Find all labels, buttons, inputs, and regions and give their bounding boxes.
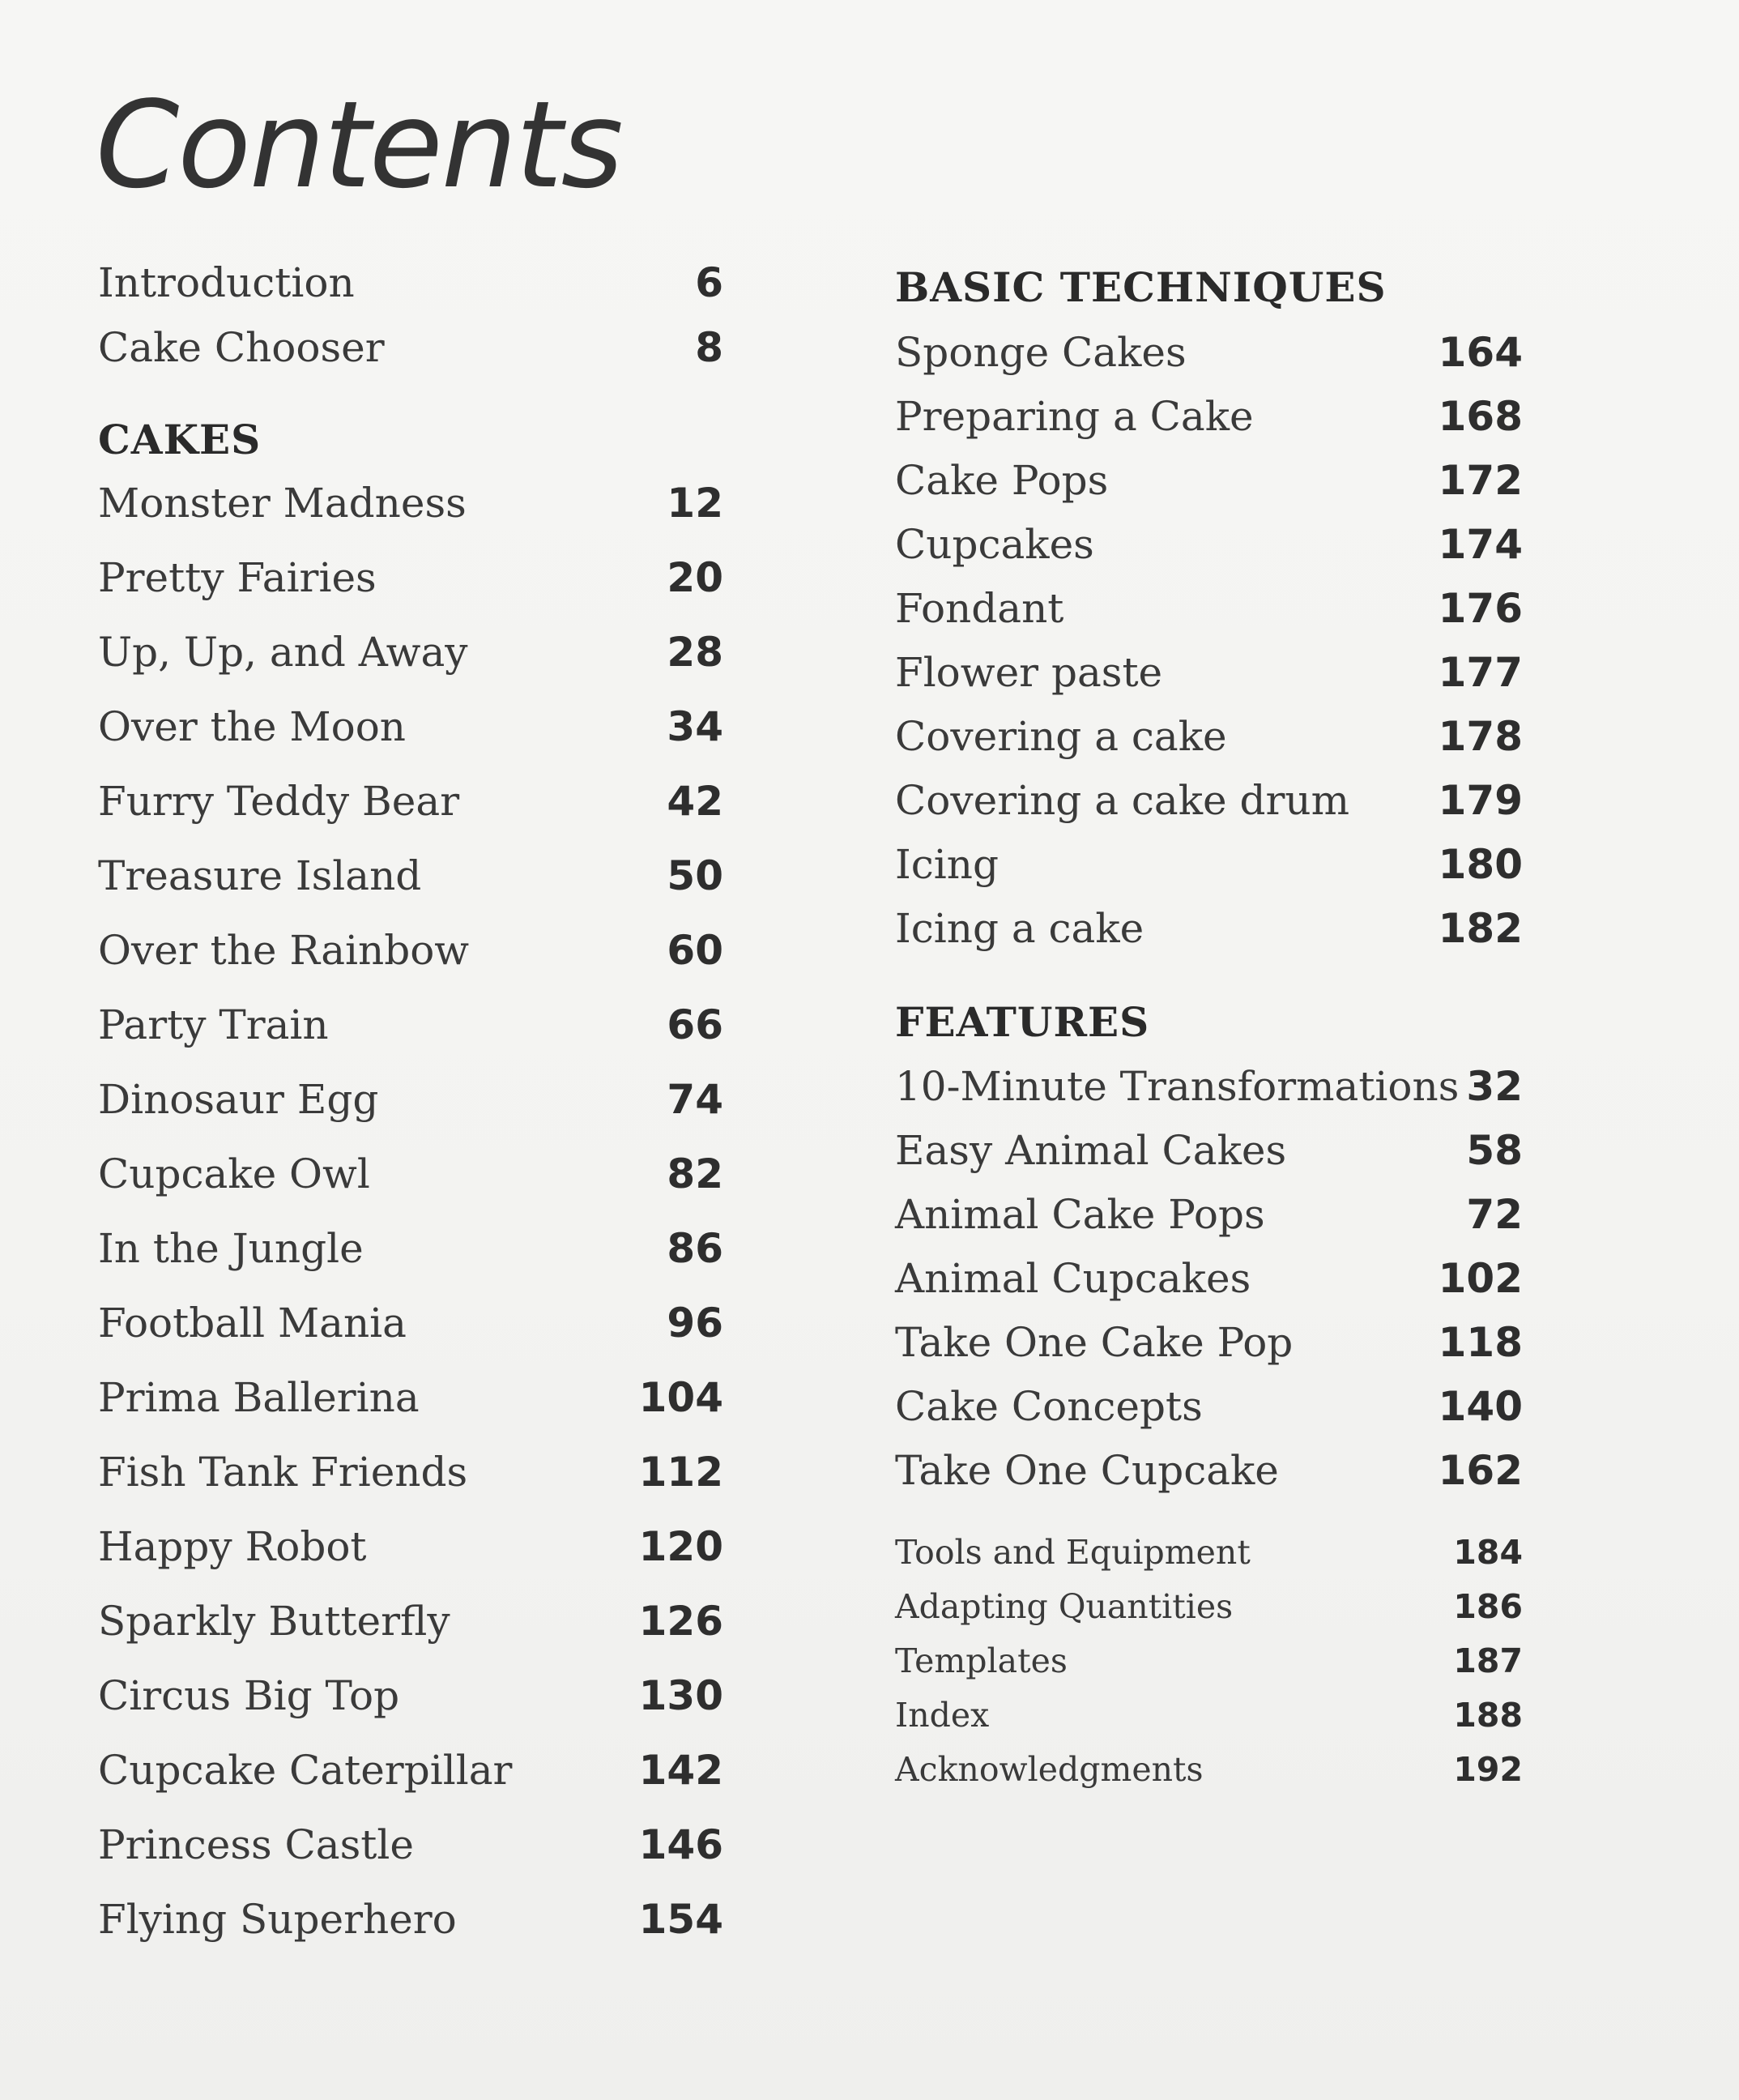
features-heading: FEATURES — [895, 997, 1150, 1046]
entry-title: Flower paste — [895, 649, 1163, 696]
entry-page-number: 6 — [695, 259, 723, 306]
contents-entry — [895, 713, 1523, 760]
entry-page-number: 50 — [667, 852, 723, 899]
entry-page-number: 140 — [1438, 1383, 1523, 1430]
entry-title: Covering a cake drum — [895, 777, 1350, 824]
entry-page-number: 142 — [638, 1747, 723, 1794]
entry-title: Tools and Equipment — [895, 1533, 1251, 1572]
contents-entry — [895, 1641, 1523, 1680]
contents-entry — [98, 1598, 723, 1645]
basic-techniques-heading: BASIC TECHNIQUES — [895, 262, 1387, 311]
entry-page-number: 180 — [1438, 841, 1523, 888]
contents-entry — [895, 1587, 1523, 1626]
entry-title: Happy Robot — [98, 1523, 367, 1570]
contents-entry — [98, 1449, 723, 1496]
entry-title: Monster Madness — [98, 480, 467, 527]
entry-page-number: 178 — [1438, 713, 1523, 760]
contents-entry — [98, 1374, 723, 1421]
entry-title: Over the Rainbow — [98, 927, 470, 974]
entry-title: Football Mania — [98, 1300, 407, 1347]
entry-page-number: 182 — [1438, 905, 1523, 952]
entry-title: Introduction — [98, 259, 355, 306]
entry-page-number: 177 — [1438, 649, 1523, 696]
contents-entry — [895, 585, 1523, 632]
contents-entry — [895, 1533, 1523, 1572]
entry-title: Icing — [895, 841, 999, 888]
entry-page-number: 164 — [1438, 329, 1523, 376]
entry-page-number: 8 — [695, 324, 723, 371]
contents-entry — [895, 457, 1523, 504]
entry-title: Acknowledgments — [895, 1750, 1204, 1789]
contents-entry — [98, 927, 723, 974]
contents-entry — [98, 1150, 723, 1197]
contents-entry — [895, 329, 1523, 376]
contents-entry — [98, 480, 723, 527]
left-column — [98, 259, 723, 1943]
contents-entry — [895, 1447, 1523, 1494]
contents-entry — [98, 1821, 723, 1868]
entry-page-number: 146 — [638, 1821, 723, 1868]
contents-entry — [98, 1523, 723, 1570]
contents-entry — [895, 777, 1523, 824]
contents-entry — [98, 259, 723, 306]
entry-title: Cake Pops — [895, 457, 1109, 504]
contents-entry — [895, 1191, 1523, 1238]
cakes-heading: CAKES — [98, 415, 262, 463]
contents-entry — [98, 1747, 723, 1794]
entry-page-number: 154 — [638, 1896, 723, 1943]
entry-title: Cupcakes — [895, 521, 1094, 568]
contents-entry — [895, 393, 1523, 440]
contents-entry — [98, 629, 723, 676]
entry-page-number: 82 — [667, 1150, 723, 1197]
contents-entry — [98, 852, 723, 899]
entry-page-number: 168 — [1438, 393, 1523, 440]
entry-page-number: 120 — [638, 1523, 723, 1570]
contents-entry — [895, 905, 1523, 952]
entry-page-number: 32 — [1466, 1063, 1523, 1110]
contents-entry — [895, 1319, 1523, 1366]
entry-page-number: 104 — [638, 1374, 723, 1421]
entry-title: Party Train — [98, 1001, 329, 1048]
entry-title: Fondant — [895, 585, 1064, 632]
right-column — [895, 262, 1523, 1789]
contents-entry — [98, 324, 723, 371]
entry-title: Over the Moon — [98, 703, 407, 750]
contents-entry — [98, 778, 723, 825]
entry-page-number: 192 — [1453, 1750, 1523, 1789]
entry-title: Flying Superhero — [98, 1896, 457, 1943]
entry-page-number: 86 — [667, 1225, 723, 1272]
contents-entry — [98, 1225, 723, 1272]
entry-title: Take One Cupcake — [895, 1447, 1279, 1494]
cakes-list — [98, 480, 723, 1943]
features-list — [895, 1063, 1523, 1494]
intro-list — [98, 259, 723, 371]
entry-page-number: 102 — [1438, 1255, 1523, 1302]
contents-entry — [98, 554, 723, 601]
entry-title: In the Jungle — [98, 1225, 364, 1272]
contents-entry — [98, 1300, 723, 1347]
entry-title: Cake Chooser — [98, 324, 385, 371]
entry-page-number: 176 — [1438, 585, 1523, 632]
entry-title: Preparing a Cake — [895, 393, 1254, 440]
entry-page-number: 72 — [1466, 1191, 1523, 1238]
entry-page-number: 20 — [667, 554, 723, 601]
contents-entry — [895, 1063, 1523, 1110]
entry-page-number: 187 — [1453, 1641, 1523, 1680]
contents-entry — [895, 1255, 1523, 1302]
entry-title: Covering a cake — [895, 713, 1227, 760]
contents-entry — [895, 649, 1523, 696]
entry-title: Animal Cupcakes — [895, 1255, 1251, 1302]
entry-title: Treasure Island — [98, 852, 422, 899]
entry-page-number: 58 — [1466, 1127, 1523, 1174]
entry-title: Animal Cake Pops — [895, 1191, 1265, 1238]
entry-page-number: 118 — [1438, 1319, 1523, 1366]
contents-entry — [98, 1672, 723, 1719]
basic-techniques-list — [895, 329, 1523, 952]
entry-page-number: 112 — [638, 1449, 723, 1496]
entry-title: Up, Up, and Away — [98, 629, 468, 676]
entry-page-number: 126 — [638, 1598, 723, 1645]
entry-title: Princess Castle — [98, 1821, 414, 1868]
entry-title: Sparkly Butterfly — [98, 1598, 450, 1645]
entry-title: Sponge Cakes — [895, 329, 1187, 376]
contents-entry — [98, 1896, 723, 1943]
contents-entry — [895, 841, 1523, 888]
entry-title: Dinosaur Egg — [98, 1076, 379, 1123]
contents-entry — [895, 1383, 1523, 1430]
entry-page-number: 28 — [667, 629, 723, 676]
entry-page-number: 188 — [1453, 1696, 1523, 1735]
entry-title: Cupcake Caterpillar — [98, 1747, 513, 1794]
contents-entry — [895, 521, 1523, 568]
entry-page-number: 74 — [667, 1076, 723, 1123]
entry-page-number: 162 — [1438, 1447, 1523, 1494]
contents-entry — [895, 1696, 1523, 1735]
entry-title: Pretty Fairies — [98, 554, 377, 601]
entry-page-number: 12 — [667, 480, 723, 527]
entry-page-number: 34 — [667, 703, 723, 750]
entry-page-number: 179 — [1438, 777, 1523, 824]
contents-entry — [98, 1001, 723, 1048]
page-title: Contents — [96, 75, 622, 215]
contents-entry — [895, 1127, 1523, 1174]
entry-title: Circus Big Top — [98, 1672, 400, 1719]
entry-title: 10-Minute Transformations — [895, 1063, 1460, 1110]
contents-entry — [98, 703, 723, 750]
entry-page-number: 184 — [1453, 1533, 1523, 1572]
entry-page-number: 186 — [1453, 1587, 1523, 1626]
entry-page-number: 172 — [1438, 457, 1523, 504]
entry-title: Adapting Quantities — [895, 1587, 1234, 1626]
entry-page-number: 66 — [667, 1001, 723, 1048]
entry-title: Icing a cake — [895, 905, 1144, 952]
entry-title: Templates — [895, 1641, 1068, 1680]
entry-page-number: 130 — [638, 1672, 723, 1719]
entry-page-number: 174 — [1438, 521, 1523, 568]
entry-page-number: 96 — [667, 1300, 723, 1347]
entry-title: Index — [895, 1696, 990, 1735]
entry-title: Easy Animal Cakes — [895, 1127, 1287, 1174]
entry-title: Furry Teddy Bear — [98, 778, 460, 825]
entry-title: Prima Ballerina — [98, 1374, 420, 1421]
entry-title: Cupcake Owl — [98, 1150, 370, 1197]
contents-entry — [895, 1750, 1523, 1789]
entry-title: Take One Cake Pop — [895, 1319, 1294, 1366]
entry-title: Fish Tank Friends — [98, 1449, 468, 1496]
back-matter-list — [895, 1533, 1523, 1789]
entry-page-number: 60 — [667, 927, 723, 974]
contents-entry — [98, 1076, 723, 1123]
entry-title: Cake Concepts — [895, 1383, 1203, 1430]
entry-page-number: 42 — [667, 778, 723, 825]
